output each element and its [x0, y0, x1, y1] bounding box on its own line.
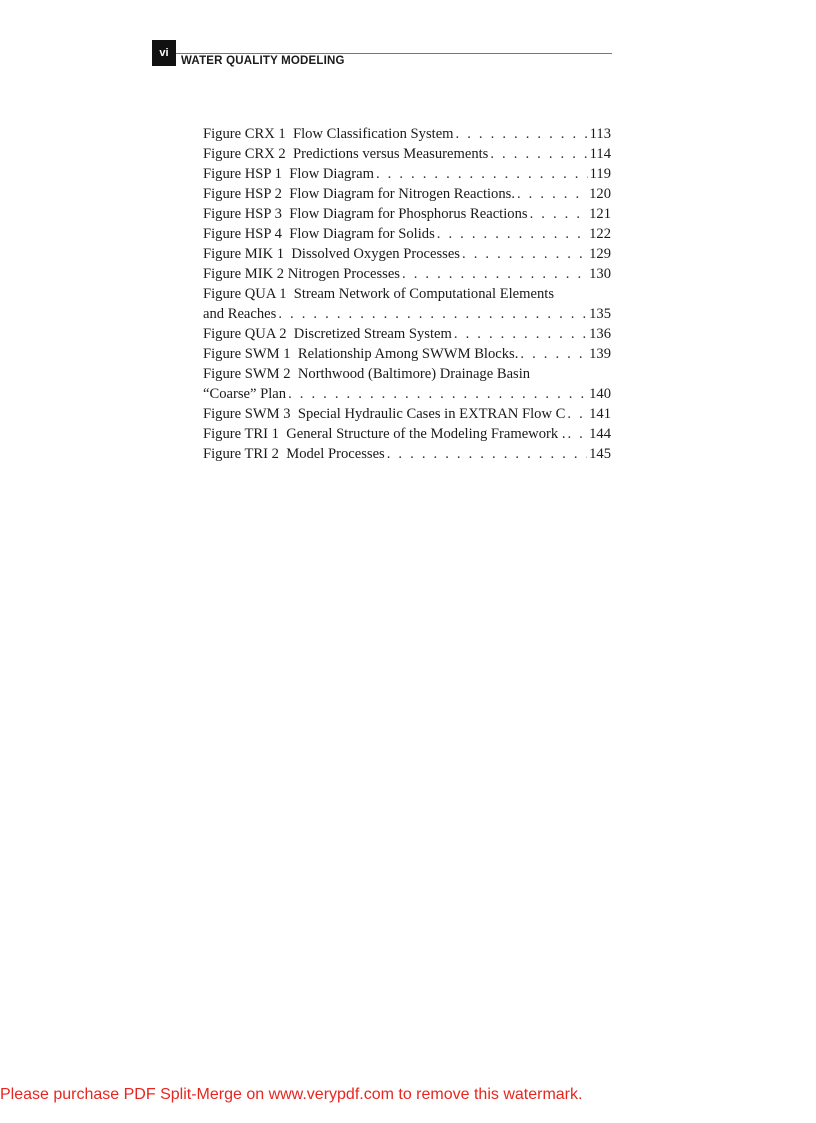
toc-entry-page: 135 — [589, 306, 611, 322]
dot-leader — [437, 224, 587, 244]
toc-entry-label: “Coarse” Plan — [203, 386, 287, 402]
toc-entry-label: Figure SWM 1 Relationship Among SWWM Blocks. — [203, 346, 519, 362]
page-number-badge: vi — [152, 40, 176, 66]
toc-entry-label: Figure HSP 4 Flow Diagram for Solids — [203, 226, 435, 242]
toc-entry-label: Figure QUA 2 Discretized Stream System — [203, 326, 452, 342]
toc-entry-page: 130 — [589, 266, 611, 282]
toc-entry — [203, 264, 611, 284]
toc-entry-label: Figure TRI 1 General Structure of the Modeling Framework . — [203, 426, 566, 442]
toc-entry-label: Figure CRX 2 Predictions versus Measurements — [203, 146, 489, 162]
toc-entry-label: Figure SWM 3 Special Hydraulic Cases in EXTRAN Flow C — [203, 406, 566, 422]
toc-entry — [203, 224, 611, 244]
dot-leader — [402, 264, 587, 284]
toc-entry-page: 122 — [589, 226, 611, 242]
dot-leader — [490, 144, 587, 164]
dot-leader — [387, 444, 587, 464]
toc-entry — [203, 364, 611, 384]
dot-leader — [567, 424, 587, 444]
toc-entry-page: 141 — [589, 406, 611, 422]
toc-entry-page: 139 — [589, 346, 611, 362]
toc-entry-page: 136 — [589, 326, 611, 342]
dot-leader — [454, 324, 587, 344]
toc-entry-page: 129 — [589, 246, 611, 262]
toc-entry-page: 145 — [589, 446, 611, 462]
dot-leader — [462, 244, 587, 264]
running-head: WATER QUALITY MODELING — [181, 55, 345, 67]
watermark-text: Please purchase PDF Split-Merge on www.verypdf.com to remove this watermark. — [0, 1086, 583, 1103]
dot-leader — [530, 204, 588, 224]
dot-leader — [456, 124, 588, 144]
toc-entry-label: Figure CRX 1 Flow Classification System — [203, 126, 454, 142]
toc-entry-page: 121 — [589, 206, 611, 222]
toc-entry-label: Figure MIK 2 Nitrogen Processes — [203, 266, 400, 282]
toc-entry-page: 113 — [589, 126, 611, 142]
toc-entry-page: 144 — [589, 426, 611, 442]
toc-entry — [203, 144, 611, 164]
toc-entry — [203, 424, 611, 444]
list-of-figures — [203, 124, 611, 464]
toc-entry-page: 140 — [589, 386, 611, 402]
toc-entry-label: Figure TRI 2 Model Processes — [203, 446, 385, 462]
dot-leader — [288, 384, 587, 404]
toc-entry — [203, 444, 611, 464]
toc-entry-label: Figure SWM 2 Northwood (Baltimore) Drainage Basin — [203, 366, 531, 382]
toc-entry-label: Figure HSP 3 Flow Diagram for Phosphorus Reactions — [203, 206, 528, 222]
dot-leader — [517, 184, 587, 204]
toc-entry — [203, 204, 611, 224]
dot-leader — [278, 304, 587, 324]
toc-entry — [203, 404, 611, 424]
toc-entry-page: 119 — [589, 166, 611, 182]
toc-entry-label: Figure HSP 1 Flow Diagram — [203, 166, 374, 182]
toc-entry-page: 114 — [589, 146, 611, 162]
toc-entry-label: Figure QUA 1 Stream Network of Computational Elements — [203, 286, 555, 302]
toc-entry-page: 120 — [589, 186, 611, 202]
toc-entry — [203, 124, 611, 144]
toc-entry-label: and Reaches — [203, 306, 277, 322]
dot-leader — [567, 404, 587, 424]
toc-entry — [203, 184, 611, 204]
toc-entry — [203, 304, 611, 324]
toc-entry — [203, 324, 611, 344]
toc-entry-label: Figure HSP 2 Flow Diagram for Nitrogen Reactions. — [203, 186, 515, 202]
dot-leader — [376, 164, 588, 184]
toc-entry — [203, 384, 611, 404]
toc-entry — [203, 244, 611, 264]
toc-entry — [203, 164, 611, 184]
toc-entry-label: Figure MIK 1 Dissolved Oxygen Processes — [203, 246, 460, 262]
toc-entry — [203, 284, 611, 304]
toc-entry — [203, 344, 611, 364]
page-header — [152, 40, 612, 70]
header-rule — [176, 53, 612, 54]
dot-leader — [520, 344, 587, 364]
